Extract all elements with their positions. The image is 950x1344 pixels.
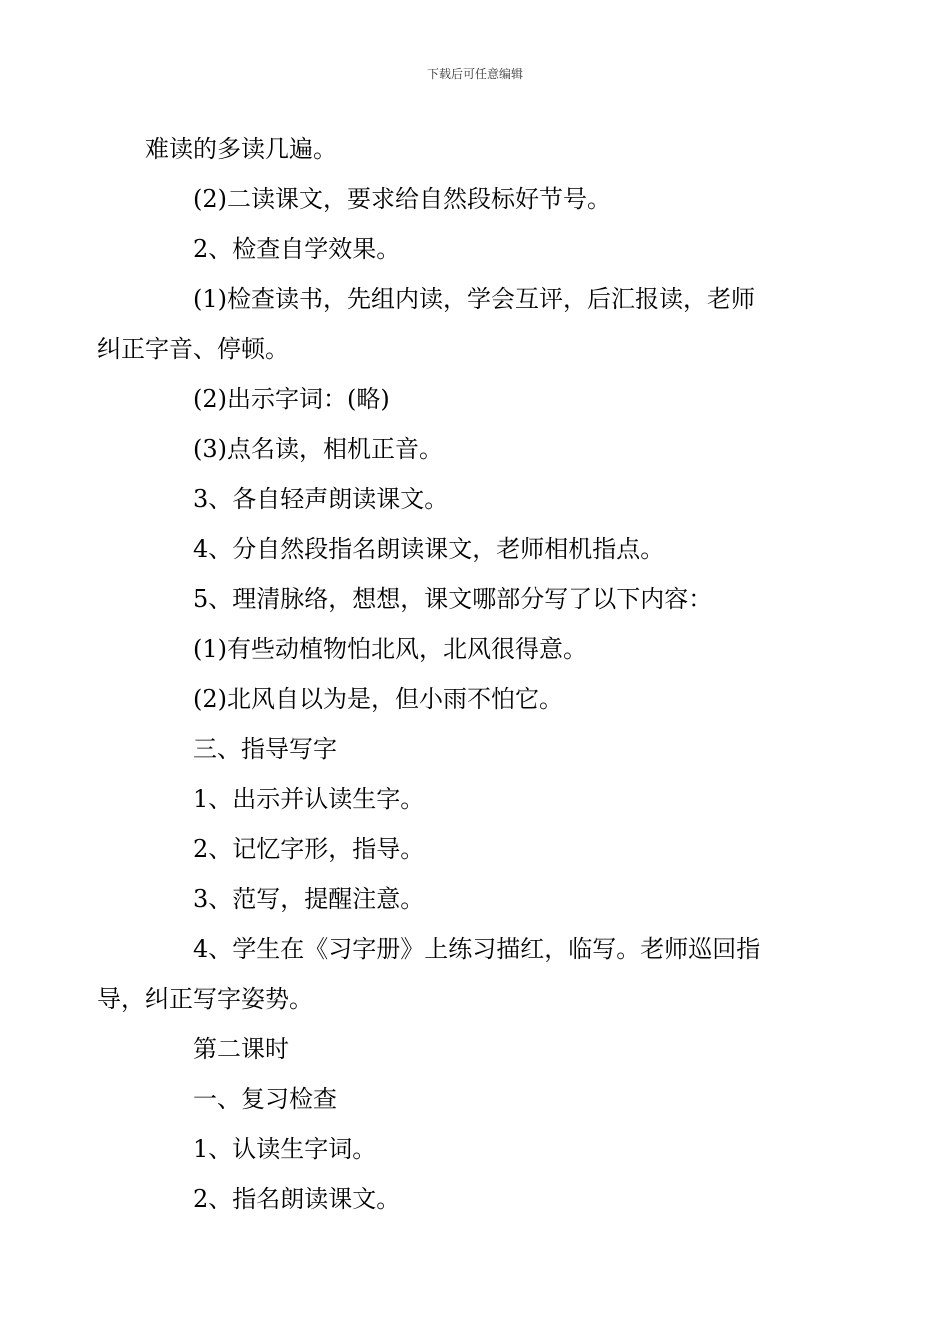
paragraph: 1、认读生字词。 (193, 1135, 377, 1163)
paragraph: 2、指名朗读课文。 (193, 1185, 401, 1213)
paragraph: 难读的多读几遍。 (145, 135, 337, 163)
paragraph-line: 导，纠正写字姿势。 (97, 985, 313, 1013)
paragraph: (1)有些动植物怕北风，北风很得意。 (193, 635, 587, 663)
paragraph: 4、分自然段指名朗读课文，老师相机指点。 (193, 535, 665, 563)
paragraph: 5、理清脉络，想想，课文哪部分写了以下内容： (193, 585, 713, 613)
paragraph: (3)点名读，相机正音。 (193, 435, 443, 463)
paragraph: (2)出示字词：(略) (193, 385, 390, 413)
paragraph: 2、记忆字形，指导。 (193, 835, 425, 863)
document-body (97, 124, 810, 1224)
paragraph-line: (1)检查读书，先组内读，学会互评，后汇报读，老师 (193, 285, 755, 313)
paragraph-line: 4、学生在《习字册》上练习描红，临写。老师巡回指 (193, 935, 761, 963)
paragraph: 2、检查自学效果。 (193, 235, 401, 263)
paragraph: (2)二读课文，要求给自然段标好节号。 (193, 185, 611, 213)
paragraph (97, 274, 810, 374)
paragraph: (2)北风自以为是，但小雨不怕它。 (193, 685, 563, 713)
lesson-heading: 第二课时 (193, 1035, 289, 1063)
paragraph: 3、各自轻声朗读课文。 (193, 485, 449, 513)
paragraph (97, 924, 810, 1024)
paragraph: 1、出示并认读生字。 (193, 785, 425, 813)
section-heading: 三、指导写字 (193, 735, 337, 763)
page-header: 下载后可任意编辑 (426, 67, 523, 81)
paragraph-line: 纠正字音、停顿。 (97, 335, 289, 363)
paragraph: 3、范写，提醒注意。 (193, 885, 425, 913)
section-heading: 一、复习检查 (193, 1085, 337, 1113)
